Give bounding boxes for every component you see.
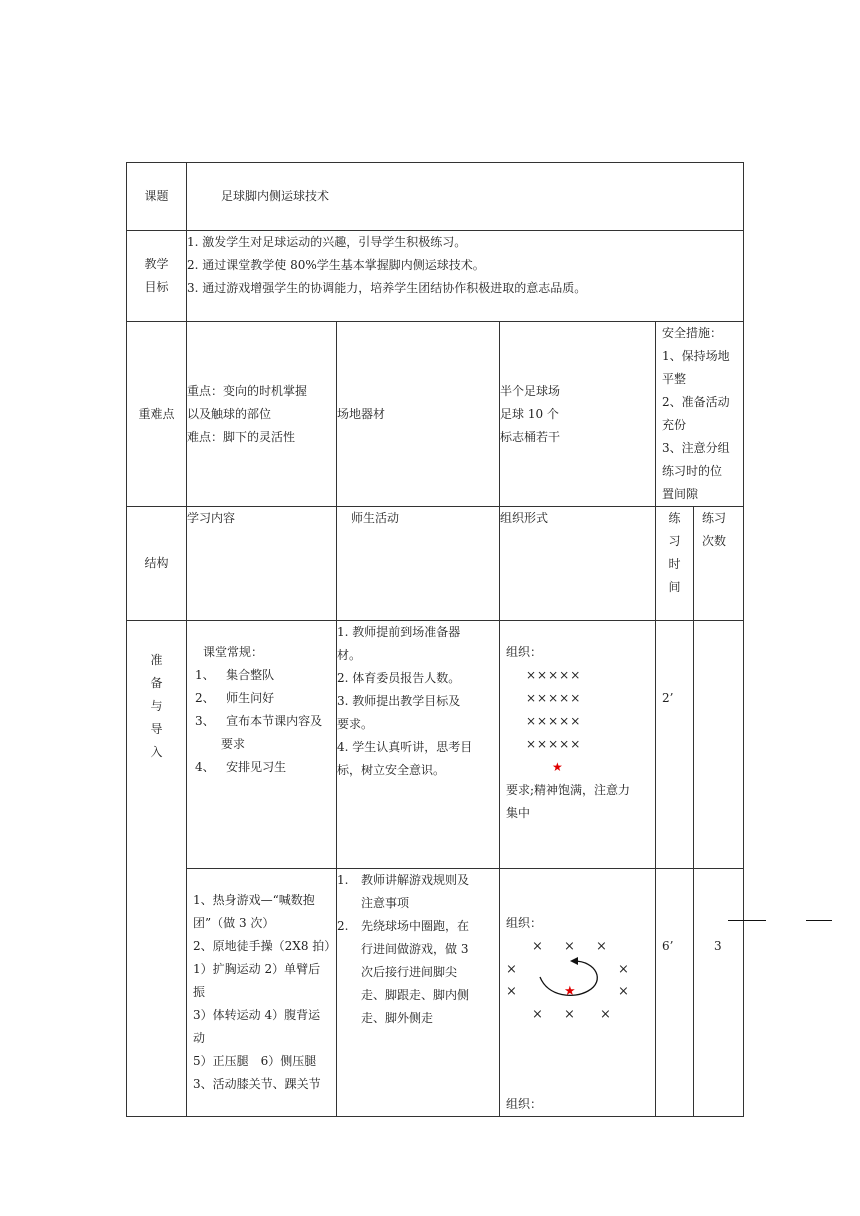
- safety-measures: 安全措施： 1、保持场地 平整 2、准备活动 充份 3、注意分组 练习时的位 置间隙: [656, 322, 744, 507]
- student-mark: ×: [532, 939, 543, 954]
- warmup-organization: 组织： × × × × × × × × × × ★ 组织：: [500, 869, 656, 1117]
- warmup-time: 6’: [656, 869, 694, 1117]
- key-points-row: [127, 322, 744, 507]
- student-mark: ×: [618, 962, 629, 977]
- routine-content: 课堂常规： 1、 集合整队 2、 师生问好 3、 宣布本节课内容及 要求 4、 安排见习生: [187, 621, 337, 869]
- header-content: 学习内容: [187, 507, 337, 621]
- student-mark: ×: [506, 984, 517, 999]
- objective-item: 2. 通过课堂教学使 80%学生基本掌握脚内侧运球技术。: [187, 258, 485, 272]
- structure-label: 结构: [127, 507, 187, 621]
- formation-row: ×××××: [526, 714, 582, 728]
- header-time: 练 习 时 间: [656, 507, 694, 621]
- student-mark: ×: [564, 1007, 575, 1022]
- objectives-label: 教学 目标: [127, 231, 187, 322]
- objectives-list: [187, 231, 744, 322]
- warmup-activity: 1. 教师讲解游戏规则及 注意事项 2. 先绕球场中圈跑，在 行进间做游戏，做 3 次后接行进间脚尖 走、脚跟走、脚内侧 走、脚外侧走: [337, 869, 500, 1117]
- student-mark: ×: [532, 1007, 543, 1022]
- section-label: 准 备 与 导 入: [127, 621, 187, 1117]
- warmup-count: 3: [694, 869, 744, 1117]
- routine-time: 2’: [656, 621, 694, 869]
- structure-header-row: [127, 507, 744, 621]
- margin-rule: [806, 920, 832, 921]
- key-points-label: 重难点: [127, 322, 187, 507]
- equipment-list: 半个足球场 足球 10 个 标志桶若干: [500, 322, 656, 507]
- objective-item: 3. 通过游戏增强学生的协调能力，培养学生团结协作积极进取的意志品质。: [187, 281, 587, 295]
- formation-row: ×××××: [526, 737, 582, 751]
- objective-item: 1. 激发学生对足球运动的兴趣，引导学生积极练习。: [187, 235, 467, 249]
- header-count: 练习 次数: [694, 507, 744, 621]
- topic-value: 足球脚内侧运球技术: [187, 163, 744, 231]
- student-mark: ×: [506, 962, 517, 977]
- formation-row: ×××××: [526, 691, 582, 705]
- routine-activity: 1. 教师提前到场准备器 材。 2. 体育委员报告人数。 3. 教师提出教学目标及 要求。 4. 学生认真听讲，思考目 标，树立安全意识。: [337, 621, 500, 869]
- objectives-row: [127, 231, 744, 322]
- header-organization: 组织形式: [500, 507, 656, 621]
- topic-row: [127, 163, 744, 231]
- warmup-content: 1、热身游戏—“喊数抱 团”（做 3 次） 2、原地徒手操（2X8 拍） 1）扩胸运动 2）单臂后 振 3）体转运动 4）腹背运 动 5）正压腿 6）侧压腿 3、活动膝关节、踝关节: [187, 869, 337, 1117]
- student-mark: ×: [596, 939, 607, 954]
- warmup-row: [127, 869, 744, 1117]
- topic-label: 课题: [127, 163, 187, 231]
- header-activity: 师生活动: [337, 507, 500, 621]
- margin-rule: [728, 920, 766, 921]
- key-points-text: 重点：变向的时机掌握 以及触球的部位 难点：脚下的灵活性: [187, 322, 337, 507]
- routine-count: [694, 621, 744, 869]
- formation-row: ×××××: [526, 668, 582, 682]
- routine-row: [127, 621, 744, 869]
- student-mark: ×: [600, 1007, 611, 1022]
- routine-organization: 组织： ××××× ××××× ××××× ××××× ★ 要求;精神饱满，注意力 集中: [500, 621, 656, 869]
- student-mark: ×: [618, 984, 629, 999]
- teacher-star-icon: ★: [552, 760, 563, 774]
- student-mark: ×: [564, 939, 575, 954]
- circle-formation-diagram: [506, 935, 649, 1031]
- equipment-label: 场地器材: [337, 322, 500, 507]
- lesson-plan-table: [126, 162, 744, 1117]
- teacher-star-icon: ★: [564, 984, 576, 999]
